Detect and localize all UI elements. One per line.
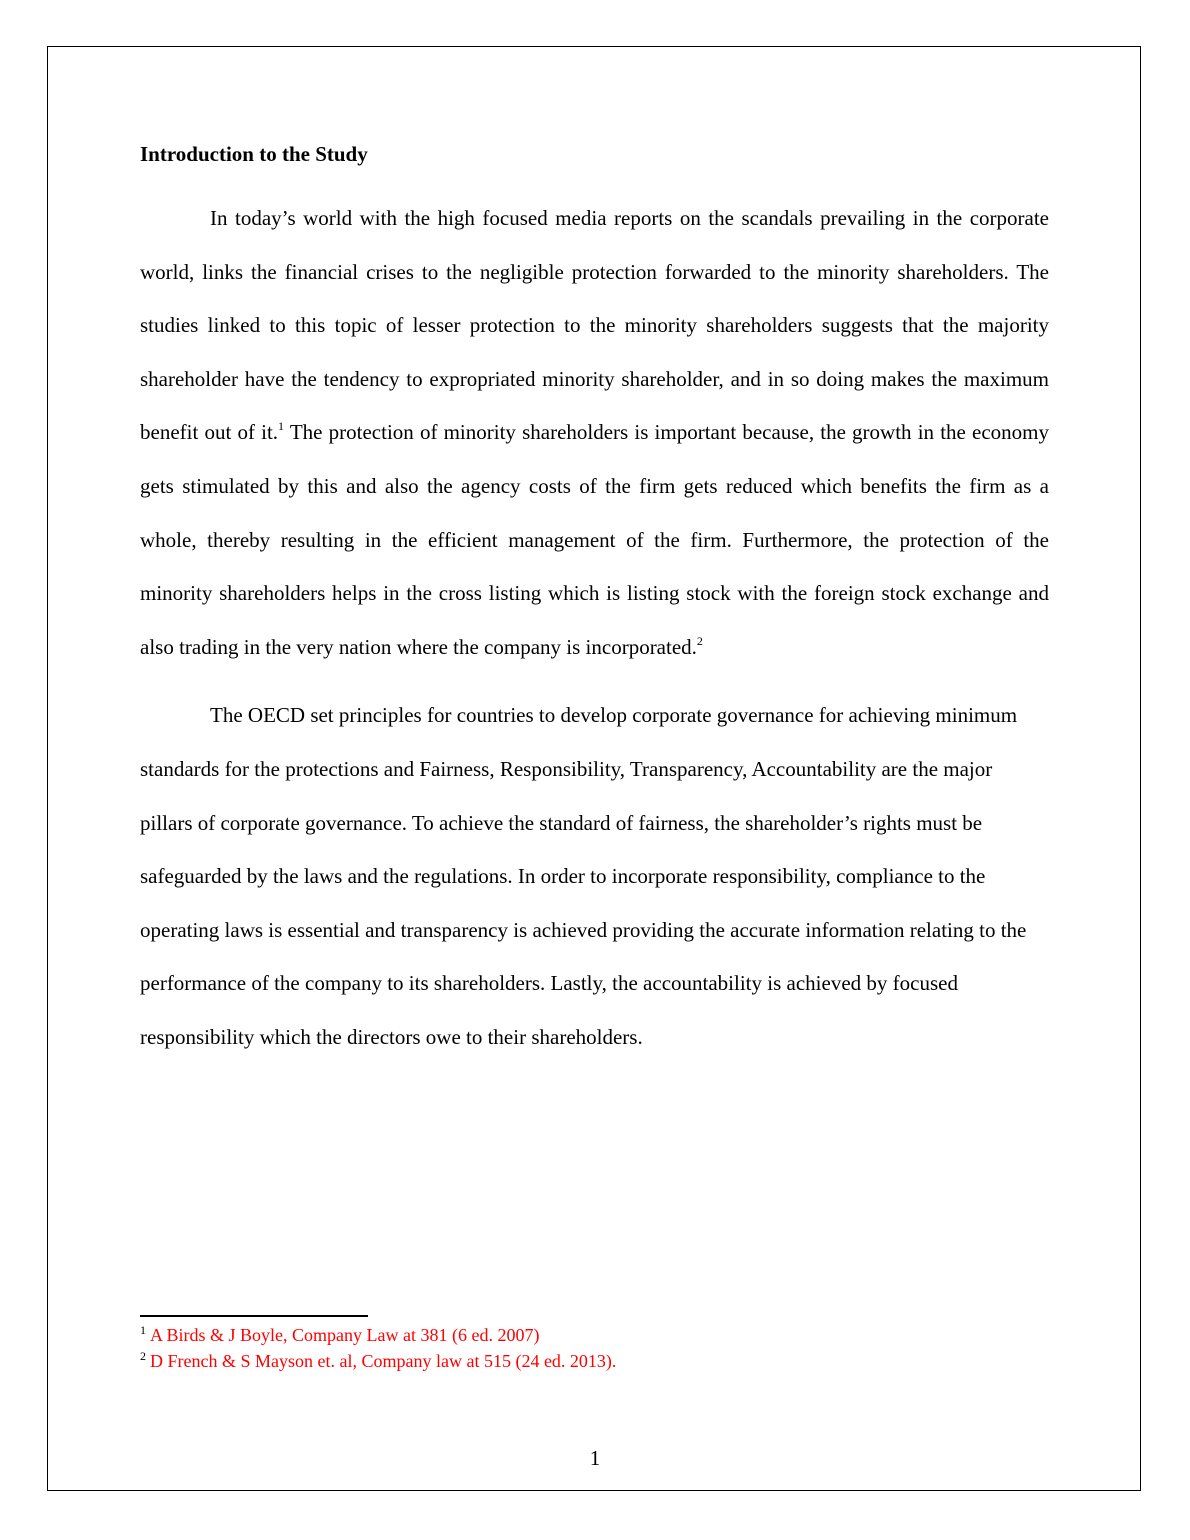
document-body [140, 138, 1049, 1065]
footnote-ref-1[interactable]: 1 [278, 419, 285, 434]
footnote-number: 2 [140, 1349, 146, 1363]
footnote-2 [140, 1348, 1049, 1374]
section-heading: Introduction to the Study [140, 142, 368, 166]
footnote-ref-2[interactable]: 2 [696, 633, 703, 648]
paragraph-1-text-b: The protection of minority shareholders is important because, the growth in the economy gets stimulated by this and also the agency costs of the firm gets reduced which benefits the firm as a whole, thereby resulting in the efficient management of the firm. Furthermore, the protection of the minority shareholders helps in the cross listing which is listing stock with the foreign stock exchange and also trading in the very nation where the company is incorporated. [140, 420, 1049, 659]
footnotes [140, 1322, 1049, 1374]
footnote-text: A Birds & J Boyle, Company Law at 381 (6 ed. 2007) [150, 1325, 540, 1345]
footnote-1 [140, 1322, 1049, 1348]
paragraph-1-text-a: In today’s world with the high focused media reports on the scandals prevailing in the corporate world, links the financial crises to the negligible protection forwarded to the minority shareholders. The studies linked to this topic of lesser protection to the minority shareholders suggests that the majority shareholder have the tendency to expropriated minority shareholder, and in so doing makes the maximum benefit out of it. [140, 206, 1049, 445]
paragraph-2: The OECD set principles for countries to develop corporate governance for achieving minimum standards for the protections and Fairness, Responsibility, Transparency, Accountability are the major pillars of corporate governance. To achieve the standard of fairness, the shareholder’s rights must be safeguarded by the laws and the regulations. In order to incorporate responsibility, compliance to the operating laws is essential and transparency is achieved providing the accurate information relating to the performance of the company to its shareholders. Lastly, the accountability is achieved by focused responsibility which the directors owe to their shareholders. [140, 703, 1027, 1049]
footnote-separator [140, 1315, 368, 1317]
footnote-number: 1 [140, 1323, 146, 1337]
paragraph-1 [140, 192, 1049, 674]
page-number: 1 [589, 1446, 601, 1470]
footnote-text: D French & S Mayson et. al, Company law at 515 (24 ed. 2013). [150, 1351, 617, 1371]
